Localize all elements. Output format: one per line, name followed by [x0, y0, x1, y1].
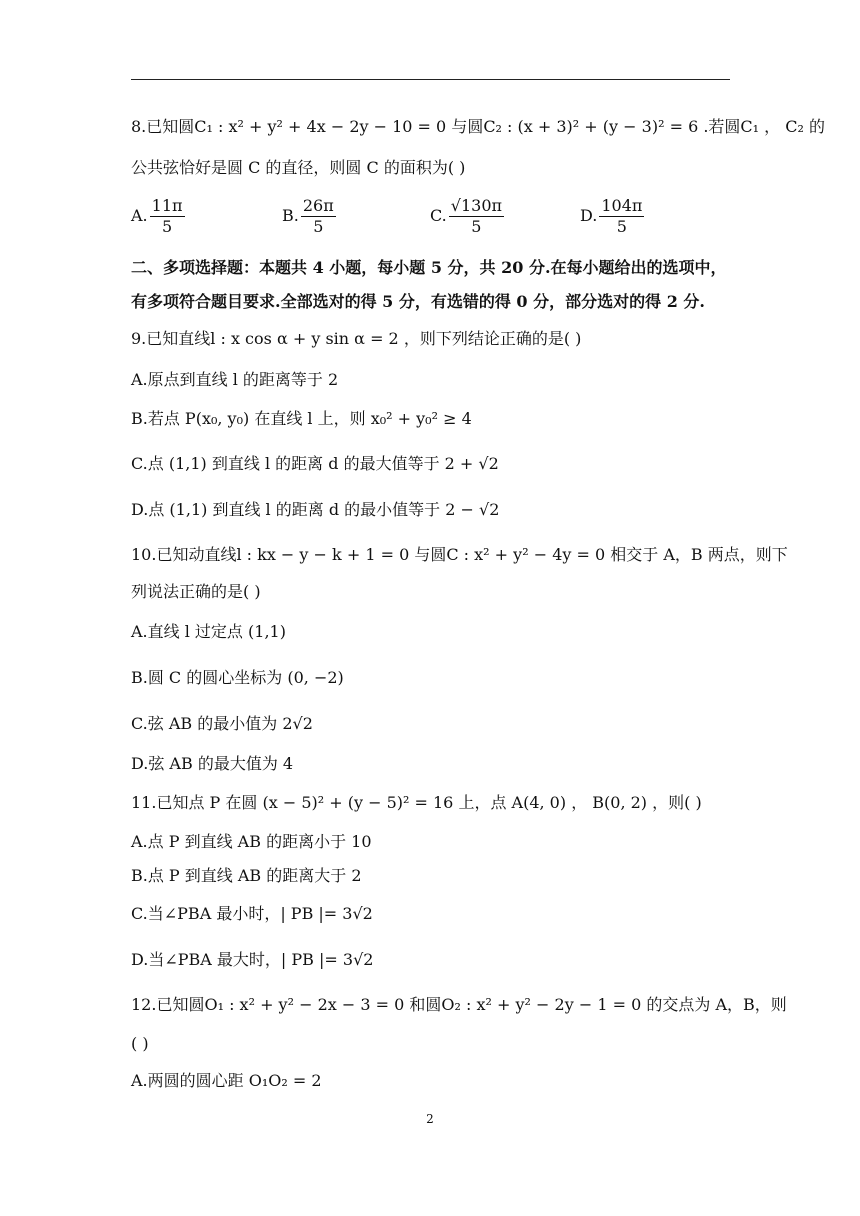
section2-instructions-line2: 有多项符合题目要求.全部选对的得 5 分，有选错的得 0 分，部分选对的得 2 分. — [131, 292, 705, 311]
q8-stem-line2: 公共弦恰好是圆 C 的直径，则圆 C 的面积为( ) — [131, 158, 466, 177]
q12-option-a: A.两圆的圆心距 O₁O₂ = 2 — [131, 1071, 322, 1090]
fraction — [301, 196, 336, 237]
q12-stem-line2: ( ) — [131, 1034, 149, 1053]
q9-option-d: D.点 (1,1) 到直线 l 的距离 d 的最小值等于 2 − √2 — [131, 500, 500, 519]
option-label: A. — [131, 206, 148, 225]
q9-option-b: B.若点 P(x₀, y₀) 在直线 l 上，则 x₀² + y₀² ≥ 4 — [131, 409, 472, 428]
numerator: 11π — [151, 196, 183, 215]
q11-option-d: D.当∠PBA 最大时，| PB |= 3√2 — [131, 950, 374, 969]
option-label: B. — [282, 206, 299, 225]
q8-stem-line1: 8.已知圆C₁ : x² + y² + 4x − 2y − 10 = 0 与圆C₂ : (x + 3)² + (y − 3)² = 6 .若圆C₁ ， C₂ 的 — [131, 117, 825, 136]
q9-stem: 9.已知直线l : x cos α + y sin α = 2 ，则下列结论正确的是( ) — [131, 329, 582, 348]
q8-option-a — [131, 196, 185, 237]
q11-stem: 11.已知点 P 在圆 (x − 5)² + (y − 5)² = 16 上，点 A(4, 0) ， B(0, 2) ，则( ) — [131, 793, 702, 812]
fraction — [599, 196, 644, 237]
numerator: 26π — [302, 196, 334, 215]
q8-option-c — [430, 196, 504, 237]
q12-stem-line1: 12.已知圆O₁ : x² + y² − 2x − 3 = 0 和圆O₂ : x² + y² − 2y − 1 = 0 的交点为 A，B，则 — [131, 995, 787, 1014]
q9-option-a: A.原点到直线 l 的距离等于 2 — [131, 370, 339, 389]
q8-option-d — [580, 196, 644, 237]
fraction — [449, 196, 504, 237]
numerator: √130π — [450, 196, 503, 215]
q10-stem-line2: 列说法正确的是( ) — [131, 582, 261, 601]
q10-option-c: C.弦 AB 的最小值为 2√2 — [131, 714, 313, 733]
q10-stem-line1: 10.已知动直线l : kx − y − k + 1 = 0 与圆C : x² + y² − 4y = 0 相交于 A，B 两点，则下 — [131, 545, 788, 564]
q8-option-b — [282, 196, 336, 237]
header-rule — [131, 79, 730, 80]
q9-option-c: C.点 (1,1) 到直线 l 的距离 d 的最大值等于 2 + √2 — [131, 454, 499, 473]
q10-option-d: D.弦 AB 的最大值为 4 — [131, 754, 294, 773]
denominator: 5 — [616, 217, 627, 236]
fraction — [150, 196, 185, 237]
numerator: 104π — [601, 196, 643, 215]
denominator: 5 — [161, 217, 173, 236]
option-label: C. — [430, 206, 447, 225]
q10-option-b: B.圆 C 的圆心坐标为 (0, −2) — [131, 668, 344, 687]
denominator: 5 — [313, 217, 324, 236]
q11-option-b: B.点 P 到直线 AB 的距离大于 2 — [131, 866, 362, 885]
q10-option-a: A.直线 l 过定点 (1,1) — [131, 622, 286, 641]
q11-option-a: A.点 P 到直线 AB 的距离小于 10 — [131, 832, 372, 851]
option-label: D. — [580, 206, 598, 225]
section2-instructions-line1: 二、多项选择题：本题共 4 小题，每小题 5 分，共 20 分.在每小题给出的选项中， — [131, 258, 727, 277]
denominator: 5 — [471, 217, 482, 236]
page-number: 2 — [426, 1112, 434, 1126]
q11-option-c: C.当∠PBA 最小时，| PB |= 3√2 — [131, 904, 373, 923]
